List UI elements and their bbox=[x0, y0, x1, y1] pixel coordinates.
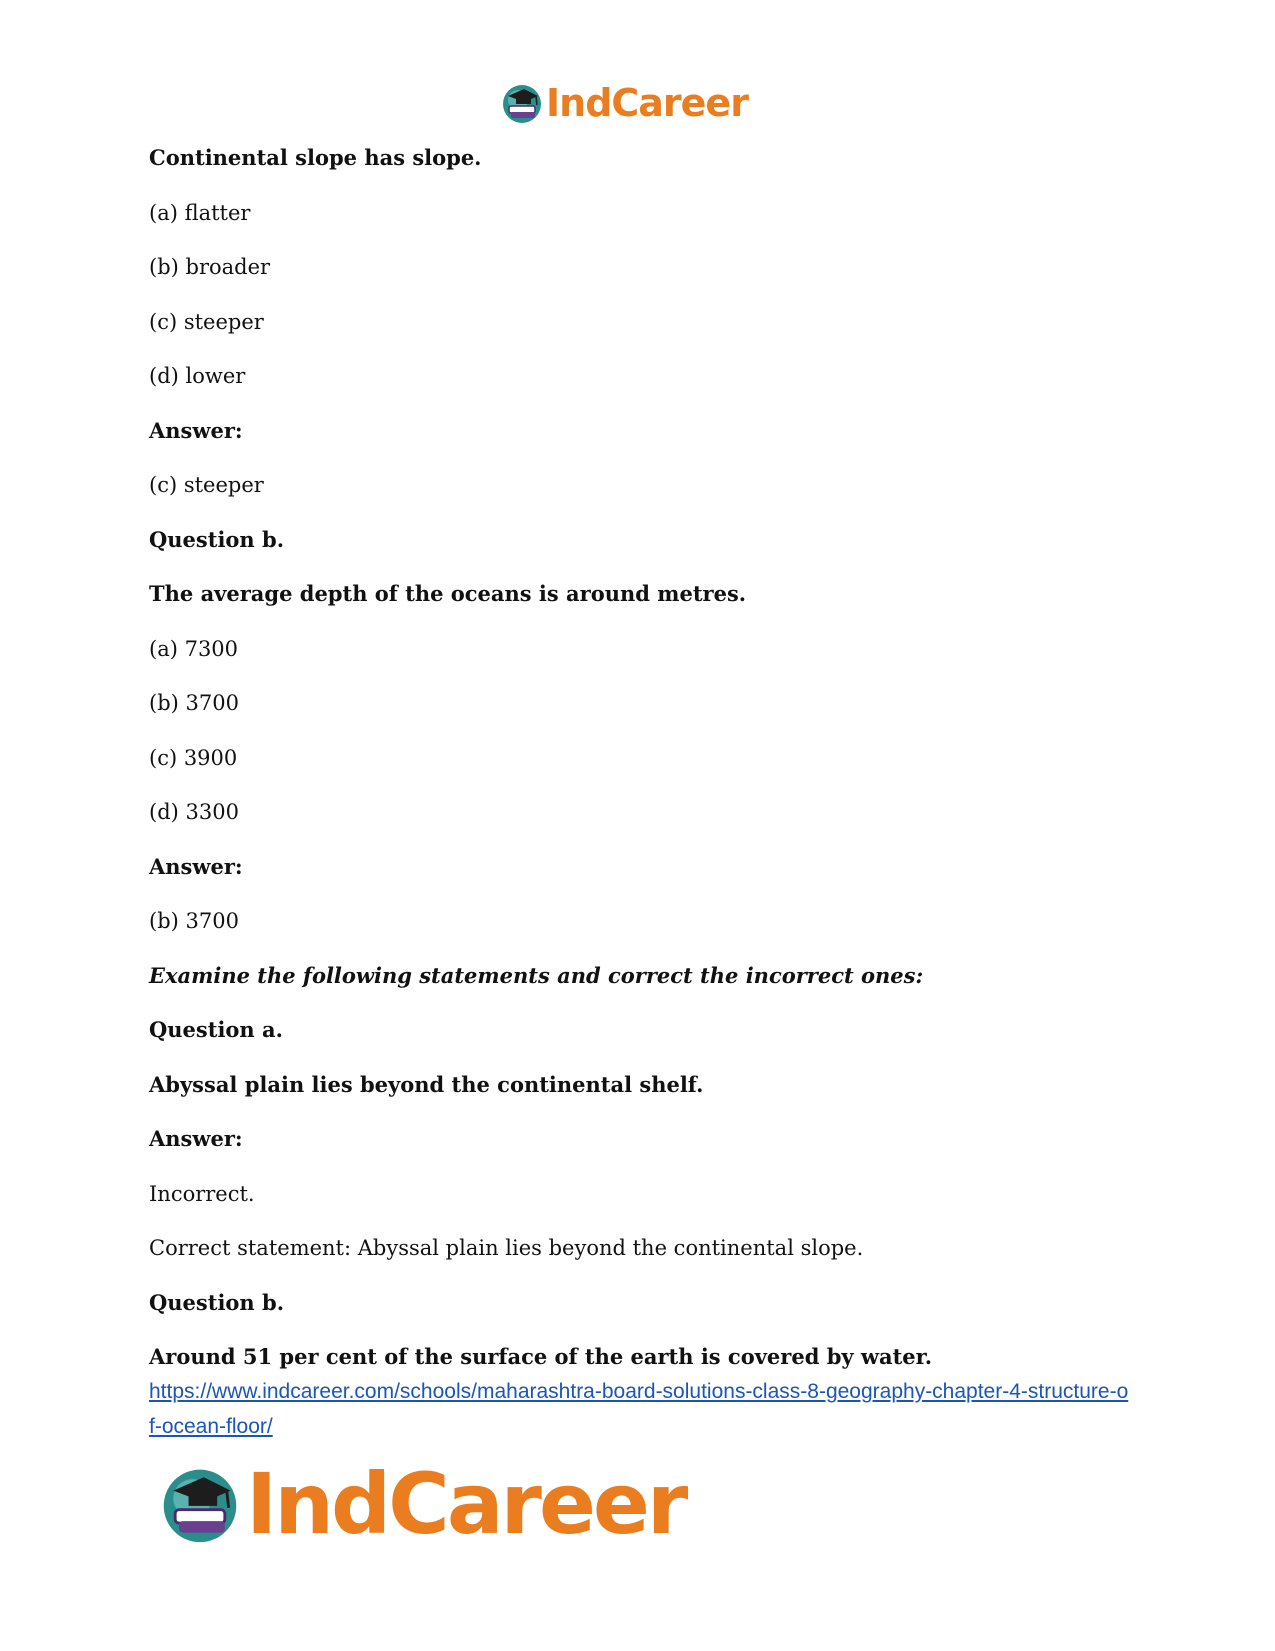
question-text: Around 51 per cent of the surface of the earth is covered by water. bbox=[149, 1344, 933, 1369]
option-a: (a) 7300 bbox=[149, 636, 239, 661]
question-text: Continental slope has slope. bbox=[149, 145, 482, 170]
question-heading: Question b. bbox=[149, 526, 285, 552]
option-b: (b) 3700 bbox=[149, 691, 239, 715]
question-heading: Question a. bbox=[149, 1017, 283, 1042]
option-b: (b) broader bbox=[149, 255, 271, 279]
logo-wordmark: IndCareer bbox=[246, 1455, 686, 1553]
footer-logo bbox=[158, 1454, 685, 1554]
answer-heading: Answer: bbox=[149, 417, 243, 443]
option-d: (d) lower bbox=[149, 364, 246, 388]
answer-heading: Answer: bbox=[149, 853, 243, 879]
graduation-cap-books-icon bbox=[158, 1462, 242, 1546]
answer-text: Correct statement: Abyssal plain lies beyond the continental slope. bbox=[149, 1236, 864, 1260]
question-text: Abyssal plain lies beyond the continental shelf. bbox=[149, 1071, 704, 1097]
answer-text: (c) steeper bbox=[149, 473, 264, 497]
question-text: The average depth of the oceans is around metres. bbox=[149, 581, 747, 606]
option-d: (d) 3300 bbox=[149, 800, 239, 824]
graduation-cap-books-icon bbox=[500, 81, 544, 125]
source-link[interactable]: https://www.indcareer.com/schools/maharashtra-board-solutions-class-8-geography-chapter-4-structure-of-ocean-floor/ bbox=[149, 1380, 1129, 1438]
answer-text: Incorrect. bbox=[149, 1181, 255, 1206]
header-logo bbox=[500, 78, 748, 128]
question-heading: Question b. bbox=[149, 1289, 285, 1315]
document-body bbox=[149, 143, 1149, 1397]
answer-text: (b) 3700 bbox=[149, 909, 239, 933]
option-c: (c) steeper bbox=[149, 309, 264, 334]
option-a: (a) flatter bbox=[149, 200, 251, 225]
option-c: (c) 3900 bbox=[149, 745, 238, 770]
section-heading: Examine the following statements and correct the incorrect ones: bbox=[149, 962, 924, 988]
answer-heading: Answer: bbox=[149, 1126, 243, 1151]
logo-wordmark: IndCareer bbox=[546, 81, 748, 125]
